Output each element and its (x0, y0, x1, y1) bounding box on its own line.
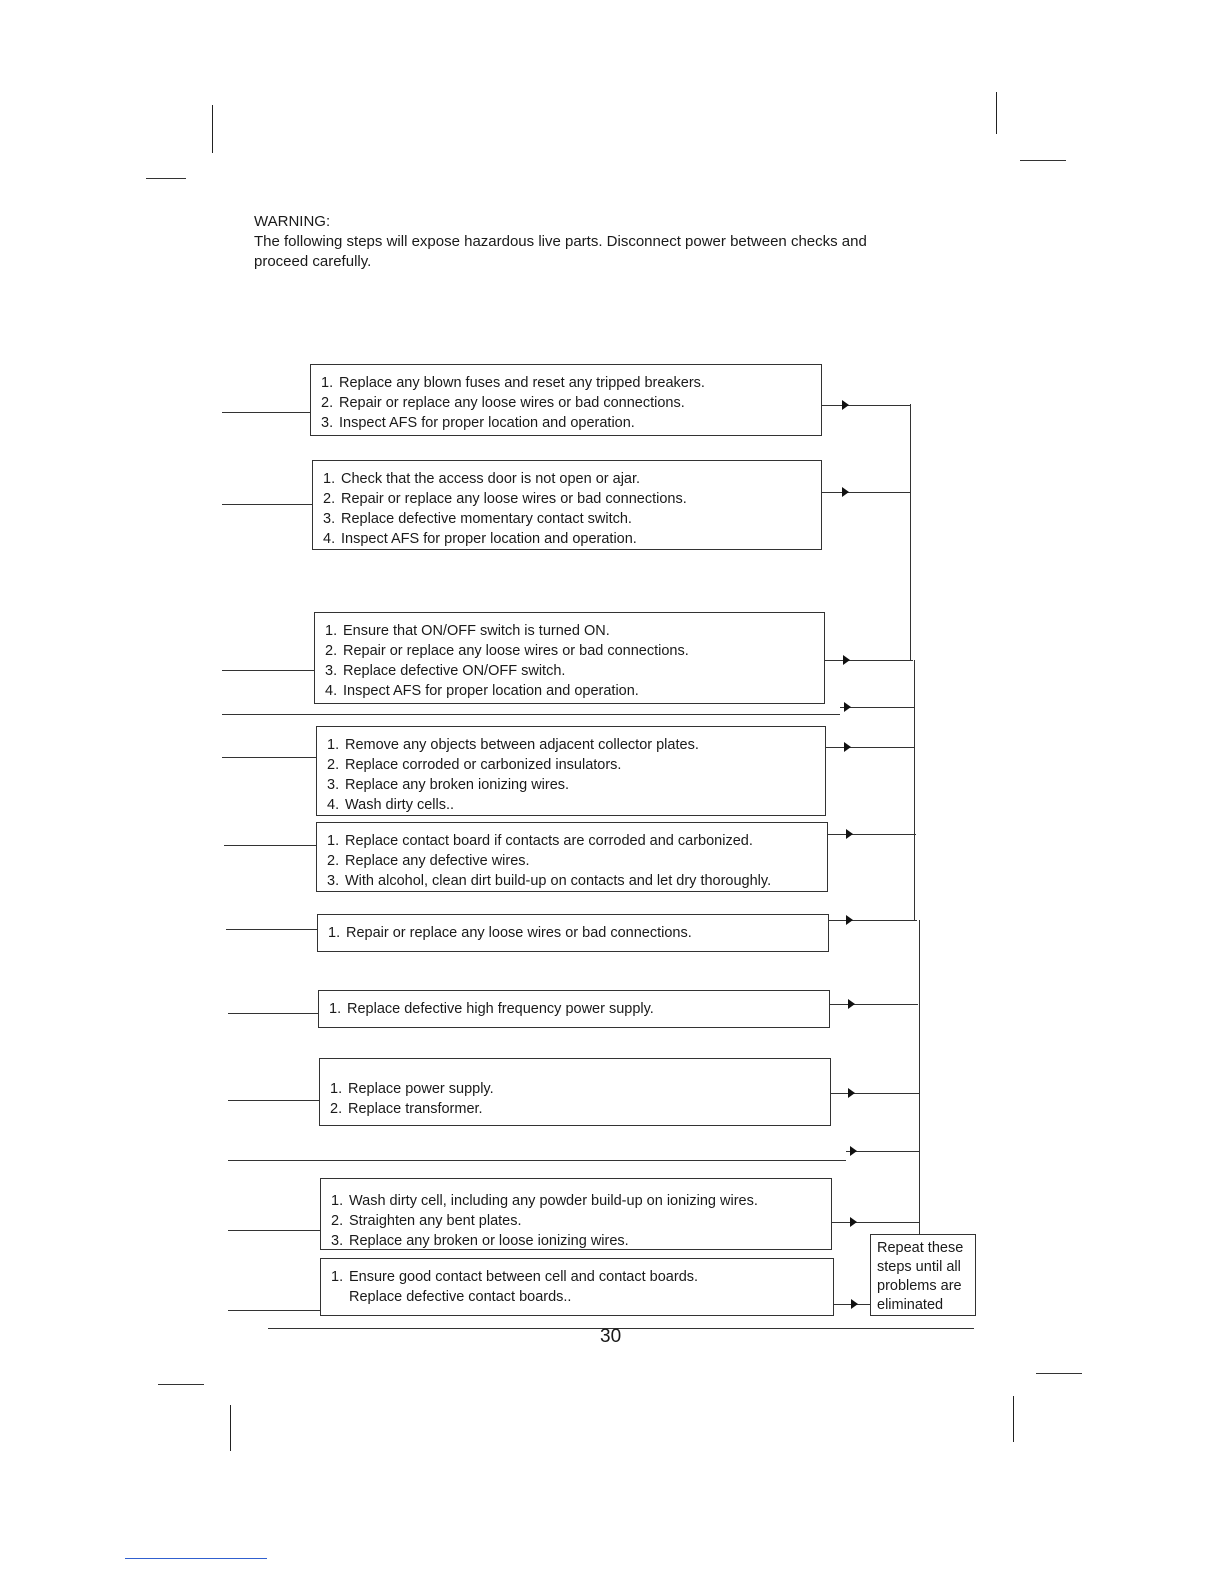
step-box-2 (312, 460, 822, 550)
right-collector-line (914, 660, 915, 920)
step-item: 1. Repair or replace any loose wires or bad connections. (328, 925, 692, 941)
step-item: 3. Replace any broken or loose ionizing wires. (331, 1233, 629, 1249)
step-item: 4. Inspect AFS for proper location and operation. (325, 683, 639, 699)
crop-mark (1020, 160, 1066, 161)
arrow-right-icon (848, 1088, 855, 1098)
step-item: 1. Replace defective high frequency power supply. (329, 1001, 654, 1017)
warning-block (254, 212, 894, 272)
step-item: 2. Replace transformer. (330, 1101, 483, 1117)
step-item: 1. Ensure good contact between cell and contact boards. (331, 1269, 699, 1285)
left-connector (222, 757, 316, 758)
arrow-right-icon (850, 1217, 857, 1227)
crop-mark (1036, 1373, 1082, 1374)
step-item: 2. Replace corroded or carbonized insulators. (327, 757, 622, 773)
step-box-6 (317, 914, 829, 952)
crop-mark (1013, 1396, 1014, 1442)
step-item: 3. Inspect AFS for proper location and operation. (321, 415, 635, 431)
left-connector (228, 1100, 319, 1101)
arrow-right-icon (842, 400, 849, 410)
step-item: 2. Repair or replace any loose wires or bad connections. (321, 395, 685, 411)
step-box-5 (316, 822, 828, 892)
arrow-right-icon (842, 487, 849, 497)
step-box-7 (318, 990, 830, 1028)
step-item: 1. Replace power supply. (330, 1081, 494, 1097)
crop-mark (996, 92, 997, 134)
left-connector (228, 1160, 846, 1161)
step-item: 4. Inspect AFS for proper location and operation. (323, 531, 637, 547)
right-connector (825, 660, 913, 661)
step-box-1 (310, 364, 822, 436)
page-number: 30 (600, 1326, 622, 1347)
step-box-8 (319, 1058, 831, 1126)
right-connector (832, 1222, 920, 1223)
right-connector (822, 405, 910, 406)
step-box-4 (316, 726, 826, 816)
arrow-right-icon (844, 742, 851, 752)
arrow-right-icon (844, 702, 851, 712)
arrow-right-icon (851, 1299, 858, 1309)
step-item: 1. Replace contact board if contacts are corroded and carbonized. (327, 833, 753, 849)
step-item: 2. Straighten any bent plates. (331, 1213, 522, 1229)
step-box-9 (320, 1178, 832, 1250)
left-connector (222, 670, 314, 671)
right-connector (830, 1004, 918, 1005)
step-box-3 (314, 612, 825, 704)
crop-mark (146, 178, 186, 179)
left-connector (222, 412, 310, 413)
scan-edge-line (125, 1558, 267, 1559)
step-item: 4. Wash dirty cells.. (327, 797, 455, 813)
step-item: 3. Replace defective momentary contact switch. (323, 511, 632, 527)
step-item: 1. Ensure that ON/OFF switch is turned ON. (325, 623, 610, 639)
left-connector (226, 929, 317, 930)
step-box-10 (320, 1258, 834, 1316)
right-connector (826, 747, 914, 748)
arrow-right-icon (850, 1146, 857, 1156)
warning-text: The following steps will expose hazardous live parts. Disconnect power between checks and proceed carefully. (254, 233, 867, 270)
repeat-note: Repeat these steps until all problems are eliminated (870, 1234, 976, 1316)
arrow-right-icon (848, 999, 855, 1009)
crop-mark (212, 105, 213, 153)
right-connector (846, 1151, 920, 1152)
left-connector (228, 1013, 318, 1014)
arrow-right-icon (843, 655, 850, 665)
step-item: 1. Replace any blown fuses and reset any tripped breakers. (321, 375, 705, 391)
step-item: Replace defective contact boards.. (349, 1289, 572, 1305)
crop-mark (158, 1384, 204, 1385)
step-item: 3. Replace defective ON/OFF switch. (325, 663, 566, 679)
step-item: 1. Check that the access door is not open or ajar. (323, 471, 641, 487)
right-collector-line (919, 920, 920, 1234)
arrow-right-icon (846, 829, 853, 839)
crop-mark (230, 1405, 231, 1451)
right-collector-line (910, 404, 911, 660)
left-connector (222, 504, 312, 505)
step-item: 1. Wash dirty cell, including any powder build-up on ionizing wires. (331, 1193, 758, 1209)
right-connector (828, 834, 916, 835)
right-connector (822, 492, 910, 493)
left-connector (224, 845, 316, 846)
left-connector (222, 714, 840, 715)
arrow-right-icon (846, 915, 853, 925)
right-connector (831, 1093, 919, 1094)
right-connector (840, 707, 914, 708)
warning-title: WARNING: (254, 213, 331, 230)
right-connector (829, 920, 917, 921)
step-item: 3. Replace any broken ionizing wires. (327, 777, 570, 793)
left-connector (228, 1310, 320, 1311)
step-item: 3. With alcohol, clean dirt build-up on contacts and let dry thoroughly. (327, 873, 772, 889)
left-connector (228, 1230, 320, 1231)
step-item: 2. Replace any defective wires. (327, 853, 530, 869)
step-item: 2. Repair or replace any loose wires or bad connections. (323, 491, 687, 507)
step-item: 2. Repair or replace any loose wires or bad connections. (325, 643, 689, 659)
step-item: 1. Remove any objects between adjacent collector plates. (327, 737, 699, 753)
